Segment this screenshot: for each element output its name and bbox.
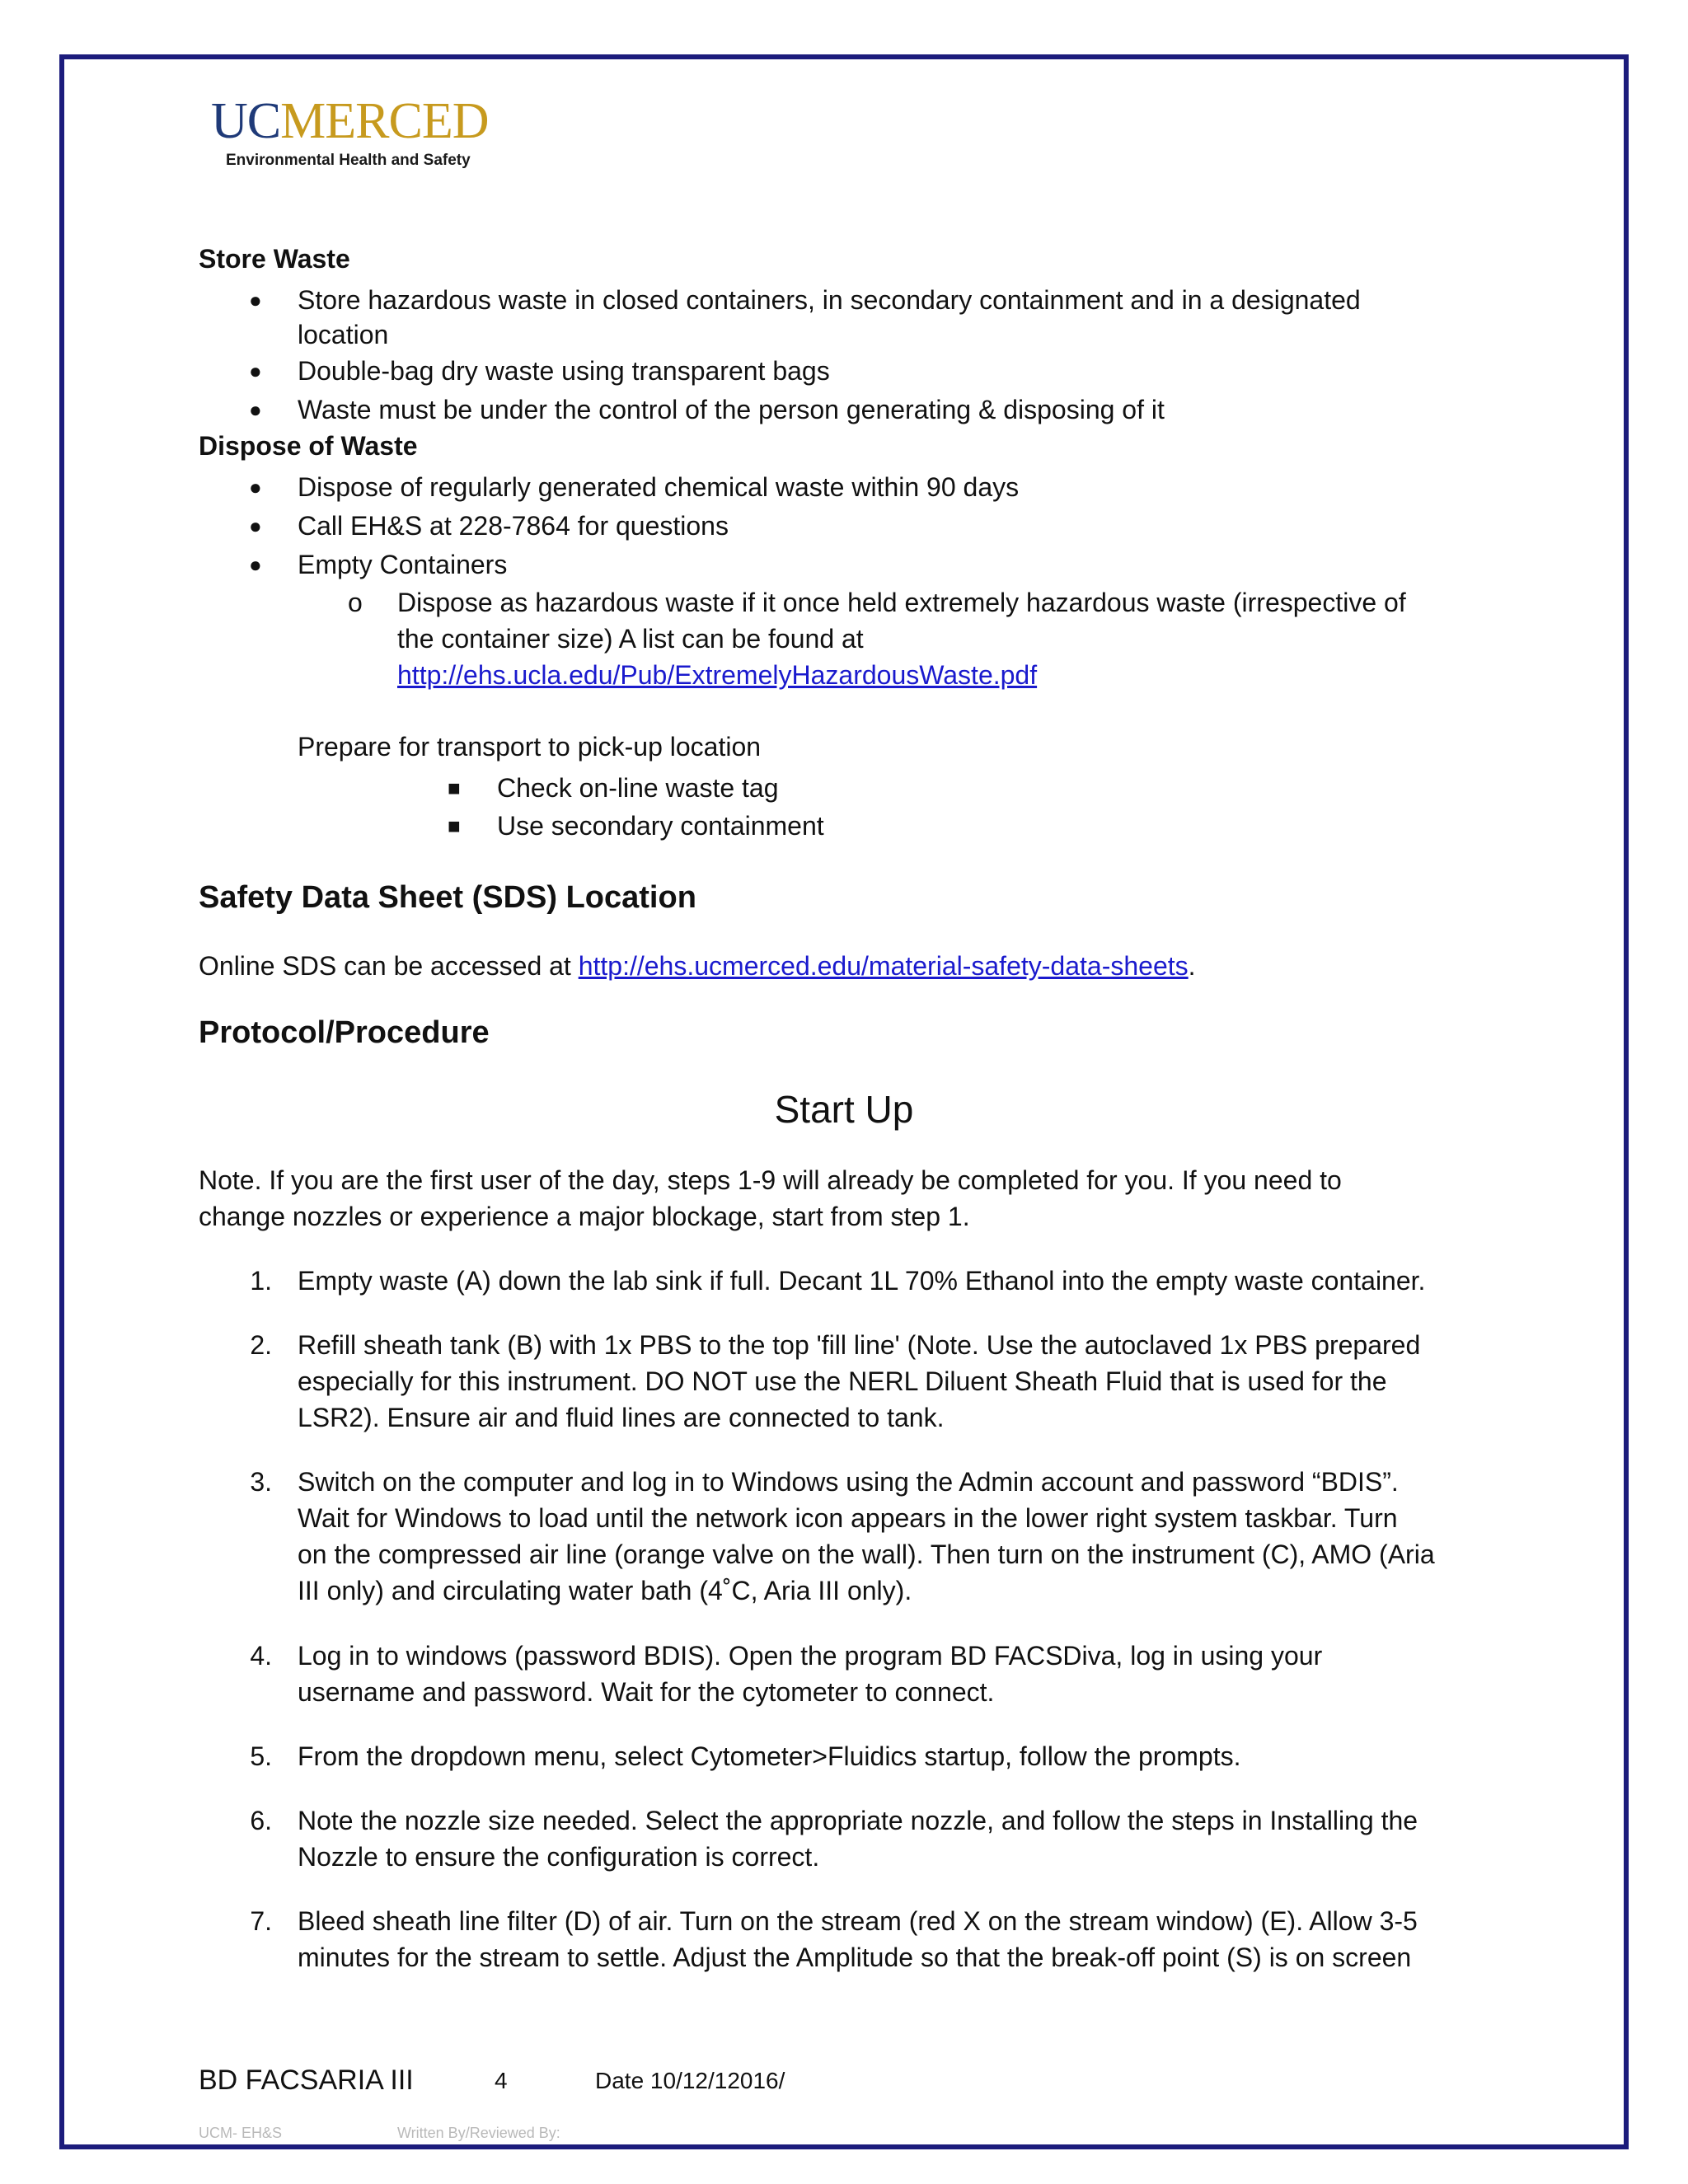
- footer-org: UCM- EH&S: [199, 2125, 283, 2141]
- transport-item-1: Check on-line waste tag: [497, 773, 779, 803]
- step-3-line-2: Wait for Windows to load until the network icon appears in the lower right system taskbar. Turn: [298, 1503, 1398, 1533]
- ucmerced-logo: [211, 93, 489, 170]
- sds-link[interactable]: http://ehs.ucmerced.edu/material-safety-data-sheets: [578, 951, 1189, 981]
- bullet-icon: ●: [249, 397, 262, 422]
- transport-label: Prepare for transport to pick-up location: [298, 732, 762, 762]
- transport-item-2: Use secondary containment: [497, 811, 824, 841]
- start-up-title: Start Up: [774, 1088, 914, 1131]
- bullet-icon: ●: [249, 475, 262, 499]
- square-bullet-icon: ■: [448, 813, 461, 838]
- sds-heading: Safety Data Sheet (SDS) Location: [199, 880, 696, 915]
- note-line-1: Note. If you are the first user of the day, steps 1-9 will already be completed for you. If you need to: [199, 1165, 1342, 1195]
- step-number: 7.: [250, 1906, 272, 1936]
- sds-text-end: .: [1188, 951, 1196, 981]
- bullet-icon: ●: [249, 288, 262, 312]
- store-waste-item-1-cont: location: [298, 320, 389, 349]
- footer-written-by: Written By/Reviewed By:: [397, 2125, 560, 2141]
- step-number: 3.: [250, 1467, 272, 1497]
- step-7-line-1: Bleed sheath line filter (D) of air. Turn on the stream (red X on the stream window) (E). Allow 3-5: [298, 1906, 1418, 1936]
- square-bullet-icon: ■: [448, 776, 461, 800]
- protocol-heading: Protocol/Procedure: [199, 1015, 490, 1050]
- sds-text-prefix: Online SDS can be accessed at: [199, 951, 579, 981]
- step-6-line-2: Nozzle to ensure the configuration is correct.: [298, 1842, 820, 1872]
- bullet-icon: ●: [249, 552, 262, 577]
- logo-uc: UC: [211, 93, 281, 149]
- step-number: 1.: [250, 1266, 272, 1296]
- empty-containers-subitem: Dispose as hazardous waste if it once held extremely hazardous waste (irrespective of: [397, 588, 1406, 617]
- note-line-2: change nozzles or experience a major blockage, start from step 1.: [199, 1202, 970, 1231]
- step-3-line-4: III only) and circulating water bath (4˚C, Aria III only).: [298, 1576, 912, 1605]
- step-2-line-1: Refill sheath tank (B) with 1x PBS to the top 'fill line' (Note. Use the autoclaved 1x PBS prepared: [298, 1330, 1421, 1360]
- store-waste-heading: Store Waste: [199, 244, 350, 274]
- step-number: 6.: [250, 1806, 272, 1835]
- store-waste-item-3: Waste must be under the control of the person generating & disposing of it: [298, 395, 1165, 424]
- footer-doc-title: BD FACSARIA III: [199, 2064, 414, 2096]
- step-1-line-1: Empty waste (A) down the lab sink if full. Decant 1L 70% Ethanol into the empty waste container.: [298, 1266, 1426, 1296]
- store-waste-item-1: Store hazardous waste in closed containers, in secondary containment and in a designated: [298, 285, 1361, 315]
- dispose-waste-item-2: Call EH&S at 228-7864 for questions: [298, 511, 729, 541]
- step-4-line-1: Log in to windows (password BDIS). Open the program BD FACSDiva, log in using your: [298, 1641, 1323, 1671]
- circle-bullet-icon: o: [348, 588, 363, 617]
- step-4-line-2: username and password. Wait for the cytometer to connect.: [298, 1677, 995, 1707]
- footer-date: Date 10/12/12016/: [595, 2068, 785, 2093]
- store-waste-item-2: Double-bag dry waste using transparent bags: [298, 356, 830, 386]
- step-number: 5.: [250, 1741, 272, 1771]
- step-5-line-1: From the dropdown menu, select Cytometer>Fluidics startup, follow the prompts.: [298, 1741, 1241, 1771]
- extremely-hazardous-waste-link[interactable]: http://ehs.ucla.edu/Pub/ExtremelyHazardousWaste.pdf: [397, 660, 1038, 690]
- dispose-waste-item-3: Empty Containers: [298, 550, 508, 579]
- dispose-waste-heading: Dispose of Waste: [199, 431, 418, 461]
- step-3-line-3: on the compressed air line (orange valve on the wall). Then turn on the instrument (C), AMO (Aria: [298, 1540, 1435, 1569]
- bullet-icon: ●: [249, 513, 262, 538]
- logo-merced: MERCED: [280, 93, 489, 149]
- footer-page-number: 4: [495, 2068, 508, 2093]
- empty-containers-subitem-cont: the container size) A list can be found at: [397, 624, 864, 654]
- step-number: 4.: [250, 1641, 272, 1671]
- step-2-line-3: LSR2). Ensure air and fluid lines are connected to tank.: [298, 1403, 945, 1432]
- logo-subtitle: Environmental Health and Safety: [226, 152, 471, 169]
- step-6-line-1: Note the nozzle size needed. Select the appropriate nozzle, and follow the steps in Installing the: [298, 1806, 1418, 1835]
- step-7-line-2: minutes for the stream to settle. Adjust the Amplitude so that the break-off point (S) is on screen: [298, 1943, 1412, 1972]
- dispose-waste-item-1: Dispose of regularly generated chemical waste within 90 days: [298, 472, 1020, 502]
- bullet-icon: ●: [249, 359, 262, 383]
- sds-text: [199, 948, 1196, 984]
- step-2-line-2: especially for this instrument. DO NOT use the NERL Diluent Sheath Fluid that is used for the: [298, 1366, 1387, 1396]
- step-3-line-1: Switch on the computer and log in to Windows using the Admin account and password “BDIS”.: [298, 1467, 1399, 1497]
- step-number: 2.: [250, 1330, 272, 1360]
